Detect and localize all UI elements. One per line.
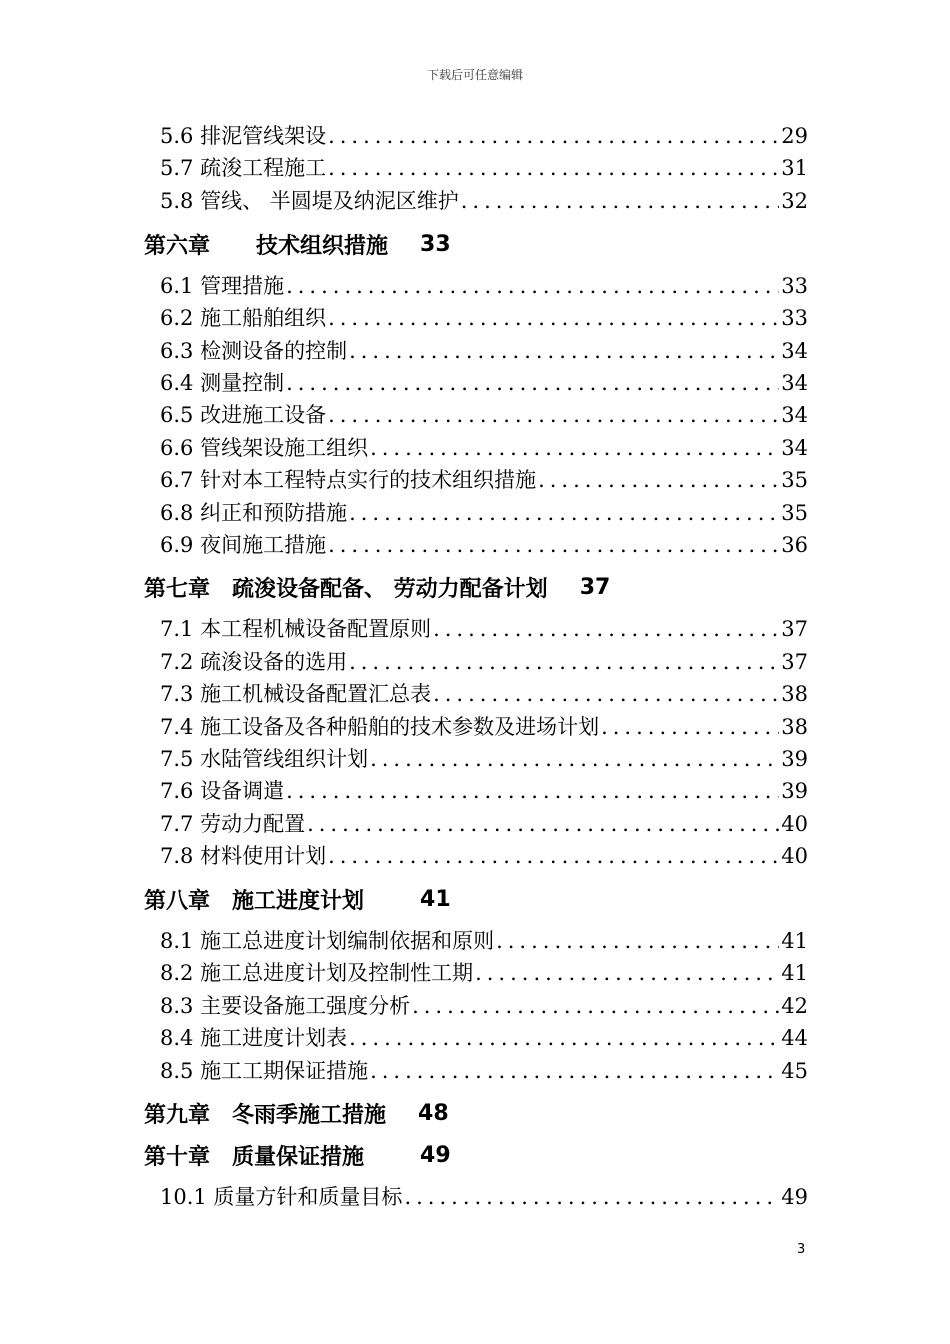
chapter-page: 37 bbox=[579, 574, 611, 600]
toc-entry-7-6[interactable] bbox=[160, 773, 808, 805]
toc-leader-dots bbox=[328, 154, 779, 182]
toc-leader-dots bbox=[496, 927, 779, 955]
toc-entry-page: 49 bbox=[781, 1185, 808, 1209]
toc-entry-7-1[interactable] bbox=[160, 611, 808, 643]
toc-entry-label: 8.3 主要设备施工强度分析 bbox=[160, 994, 411, 1018]
toc-leader-dots bbox=[307, 810, 779, 838]
toc-entry-page: 34 bbox=[781, 371, 808, 395]
toc-entry-label: 7.6 设备调遣 bbox=[160, 779, 285, 803]
toc-leader-dots bbox=[370, 1057, 779, 1085]
toc-leader-dots bbox=[433, 615, 779, 643]
toc-chapter-10[interactable] bbox=[144, 1138, 451, 1172]
toc-entry-page: 34 bbox=[781, 339, 808, 363]
toc-entry-page: 33 bbox=[781, 306, 808, 330]
toc-leader-dots bbox=[601, 713, 779, 741]
toc-entry-label: 6.1 管理措施 bbox=[160, 274, 285, 298]
toc-entry-5-7[interactable] bbox=[160, 150, 808, 182]
toc-leader-dots bbox=[328, 304, 779, 332]
toc-leader-dots bbox=[349, 337, 779, 365]
toc-entry-page: 37 bbox=[781, 617, 808, 641]
toc-entry-page: 29 bbox=[781, 124, 808, 148]
toc-entry-label: 7.8 材料使用计划 bbox=[160, 844, 327, 868]
toc-leader-dots bbox=[370, 434, 779, 462]
toc-entry-page: 40 bbox=[781, 812, 808, 836]
toc-leader-dots bbox=[286, 777, 779, 805]
toc-entry-page: 40 bbox=[781, 844, 808, 868]
toc-entry-page: 38 bbox=[781, 715, 808, 739]
toc-entry-page: 38 bbox=[781, 682, 808, 706]
toc-entry-label: 6.7 针对本工程特点实行的技术组织措施 bbox=[160, 468, 537, 492]
toc-entry-label: 6.2 施工船舶组织 bbox=[160, 306, 327, 330]
toc-entry-6-8[interactable] bbox=[160, 495, 808, 527]
toc-entry-8-4[interactable] bbox=[160, 1020, 808, 1052]
chapter-page: 49 bbox=[420, 1142, 451, 1168]
toc-leader-dots bbox=[328, 531, 779, 559]
toc-entry-7-3[interactable] bbox=[160, 676, 808, 708]
toc-leader-dots bbox=[349, 1024, 779, 1052]
toc-entry-6-4[interactable] bbox=[160, 365, 808, 397]
toc-entry-6-9[interactable] bbox=[160, 527, 808, 559]
toc-entry-label: 5.6 排泥管线架设 bbox=[160, 124, 327, 148]
toc-entry-8-3[interactable] bbox=[160, 988, 808, 1020]
chapter-title: 施工进度计划 bbox=[232, 888, 365, 914]
toc-entry-6-2[interactable] bbox=[160, 300, 808, 332]
toc-entry-page: 45 bbox=[781, 1059, 808, 1083]
toc-entry-page: 36 bbox=[781, 533, 808, 557]
toc-entry-label: 10.1 质量方针和质量目标 bbox=[160, 1185, 403, 1209]
toc-leader-dots bbox=[286, 272, 779, 300]
toc-entry-label: 6.8 纠正和预防措施 bbox=[160, 501, 348, 525]
toc-entry-page: 39 bbox=[781, 779, 808, 803]
toc-chapter-7[interactable] bbox=[144, 570, 610, 604]
toc-entry-page: 34 bbox=[781, 403, 808, 427]
chapter-page: 48 bbox=[418, 1100, 449, 1126]
chapter-title: 冬雨季施工措施 bbox=[232, 1102, 387, 1128]
chapter-number: 第八章 bbox=[144, 888, 211, 914]
toc-leader-dots bbox=[349, 499, 779, 527]
toc-entry-label: 5.7 疏浚工程施工 bbox=[160, 156, 327, 180]
toc-entry-page: 35 bbox=[781, 468, 808, 492]
toc-leader-dots bbox=[433, 680, 779, 708]
chapter-title: 疏浚设备配备、 劳动力配备计划 bbox=[232, 576, 548, 602]
toc-entry-label: 8.4 施工进度计划表 bbox=[160, 1026, 348, 1050]
toc-entry-8-5[interactable] bbox=[160, 1053, 808, 1085]
toc-entry-8-1[interactable] bbox=[160, 923, 808, 955]
chapter-number: 第九章 bbox=[144, 1102, 211, 1128]
toc-entry-page: 41 bbox=[781, 961, 808, 985]
toc-entry-label: 7.1 本工程机械设备配置原则 bbox=[160, 617, 432, 641]
page-number: 3 bbox=[797, 1242, 806, 1257]
toc-entry-page: 44 bbox=[781, 1026, 808, 1050]
toc-entry-label: 6.3 检测设备的控制 bbox=[160, 339, 348, 363]
toc-entry-page: 35 bbox=[781, 501, 808, 525]
toc-entry-7-4[interactable] bbox=[160, 709, 808, 741]
toc-entry-page: 39 bbox=[781, 747, 808, 771]
toc-entry-label: 6.4 测量控制 bbox=[160, 371, 285, 395]
toc-entry-8-2[interactable] bbox=[160, 955, 808, 987]
toc-leader-dots bbox=[370, 745, 779, 773]
toc-leader-dots bbox=[412, 992, 779, 1020]
toc-entry-7-7[interactable] bbox=[160, 806, 808, 838]
toc-entry-5-8[interactable] bbox=[160, 183, 808, 215]
toc-entry-page: 34 bbox=[781, 436, 808, 460]
toc-chapter-8[interactable] bbox=[144, 882, 451, 916]
chapter-page: 33 bbox=[420, 231, 451, 257]
page-header: 下载后可任意编辑 bbox=[426, 68, 523, 82]
toc-entry-page: 32 bbox=[781, 189, 808, 213]
toc-entry-page: 37 bbox=[781, 650, 808, 674]
toc-chapter-9[interactable] bbox=[144, 1096, 449, 1130]
toc-entry-label: 8.5 施工工期保证措施 bbox=[160, 1059, 369, 1083]
chapter-number: 第六章 bbox=[144, 233, 211, 259]
toc-leader-dots bbox=[349, 648, 779, 676]
toc-chapter-6[interactable] bbox=[144, 227, 451, 261]
toc-leader-dots bbox=[328, 122, 779, 150]
toc-entry-page: 31 bbox=[781, 156, 808, 180]
toc-entry-6-7[interactable] bbox=[160, 462, 808, 494]
toc-entry-7-5[interactable] bbox=[160, 741, 808, 773]
toc-entry-10-1[interactable] bbox=[160, 1179, 808, 1211]
toc-leader-dots bbox=[286, 369, 779, 397]
toc-entry-label: 6.5 改进施工设备 bbox=[160, 403, 327, 427]
chapter-title: 技术组织措施 bbox=[256, 233, 389, 259]
toc-leader-dots bbox=[404, 1183, 779, 1211]
chapter-number: 第七章 bbox=[144, 576, 211, 602]
toc-entry-6-5[interactable] bbox=[160, 397, 808, 429]
toc-entry-label: 7.7 劳动力配置 bbox=[160, 812, 306, 836]
toc-entry-page: 33 bbox=[781, 274, 808, 298]
toc-entry-label: 6.6 管线架设施工组织 bbox=[160, 436, 369, 460]
toc-entry-6-1[interactable] bbox=[160, 268, 808, 300]
toc-entry-5-6[interactable] bbox=[160, 118, 808, 150]
toc-entry-page: 42 bbox=[781, 994, 808, 1018]
toc-leader-dots bbox=[538, 466, 779, 494]
toc-entry-label: 7.5 水陆管线组织计划 bbox=[160, 747, 369, 771]
toc-leader-dots bbox=[475, 959, 779, 987]
chapter-title: 质量保证措施 bbox=[232, 1144, 365, 1170]
toc-entry-6-6[interactable] bbox=[160, 430, 808, 462]
toc-entry-7-2[interactable] bbox=[160, 644, 808, 676]
chapter-page: 41 bbox=[420, 886, 451, 912]
toc-entry-label: 5.8 管线、 半圆堤及纳泥区维护 bbox=[160, 189, 459, 213]
toc-entry-7-8[interactable] bbox=[160, 838, 808, 870]
toc-entry-6-3[interactable] bbox=[160, 333, 808, 365]
toc-leader-dots bbox=[328, 401, 779, 429]
toc-entry-label: 8.1 施工总进度计划编制依据和原则 bbox=[160, 929, 495, 953]
toc-entry-label: 7.4 施工设备及各种船舶的技术参数及进场计划 bbox=[160, 715, 600, 739]
toc-entry-label: 7.2 疏浚设备的选用 bbox=[160, 650, 348, 674]
toc-leader-dots bbox=[328, 842, 779, 870]
chapter-number: 第十章 bbox=[144, 1144, 211, 1170]
toc-entry-page: 41 bbox=[781, 929, 808, 953]
toc-leader-dots bbox=[461, 187, 780, 215]
toc-entry-label: 7.3 施工机械设备配置汇总表 bbox=[160, 682, 432, 706]
toc-entry-label: 6.9 夜间施工措施 bbox=[160, 533, 327, 557]
toc-entry-label: 8.2 施工总进度计划及控制性工期 bbox=[160, 961, 474, 985]
